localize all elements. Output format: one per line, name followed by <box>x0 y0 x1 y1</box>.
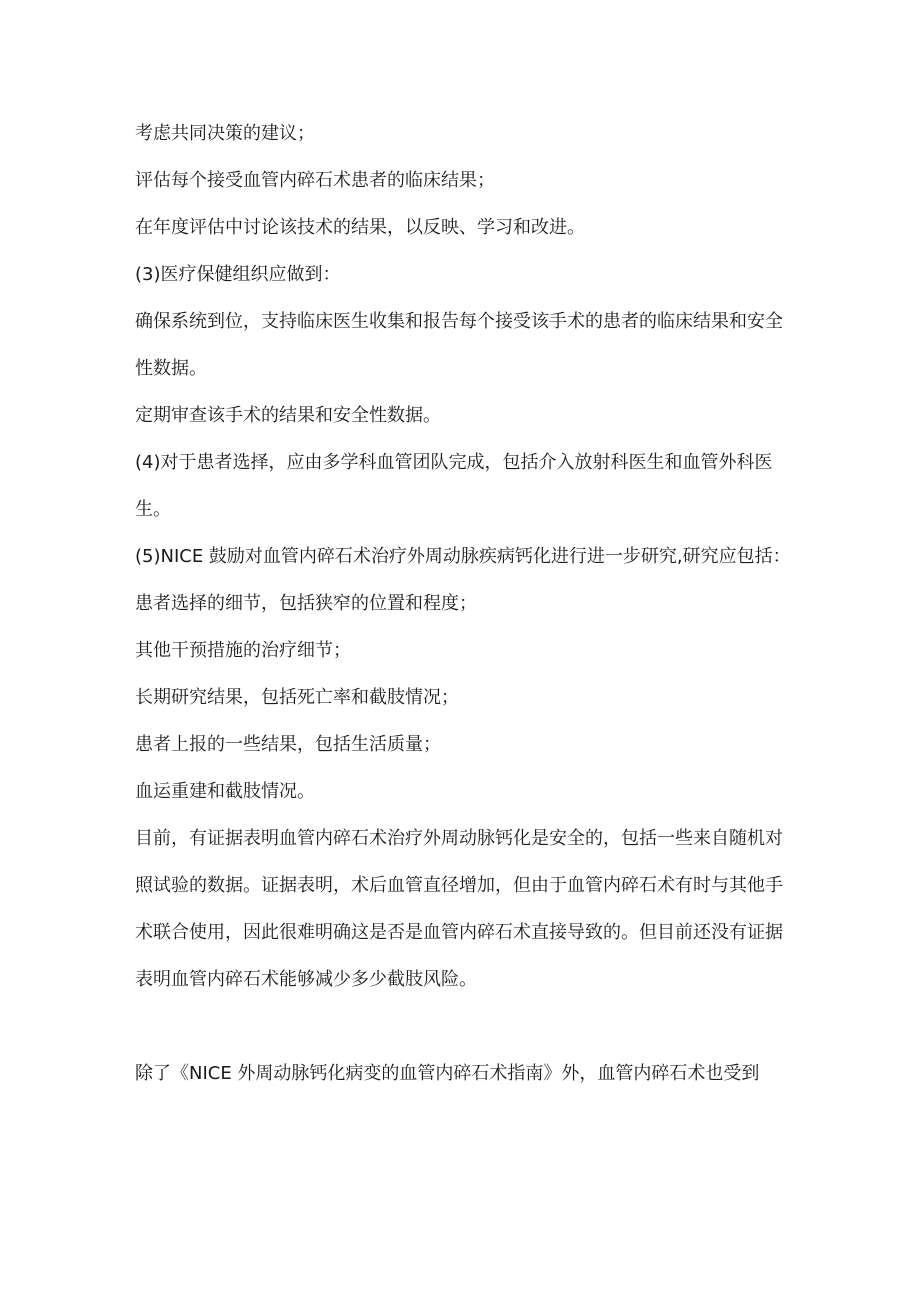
paragraph: 定期审查该手术的结果和安全性数据。 <box>135 405 441 426</box>
paragraph: 确保系统到位，支持临床医生收集和报告每个接受该手术的患者的临床结果和安全性数据。 <box>135 311 783 379</box>
paragraph: (3)医疗保健组织应做到： <box>135 264 341 285</box>
paragraph: (5)NICE 鼓励对血管内碎石术治疗外周动脉疾病钙化进行进一步研究,研究应包括： <box>135 546 791 567</box>
paragraph: 患者选择的细节，包括狭窄的位置和程度； <box>135 593 477 614</box>
paragraph: 考虑共同决策的建议； <box>135 123 315 144</box>
paragraph: 其他干预措施的治疗细节； <box>135 640 351 661</box>
paragraph: 评估每个接受血管内碎石术患者的临床结果； <box>135 170 495 191</box>
paragraph: 目前，有证据表明血管内碎石术治疗外周动脉钙化是安全的，包括一些来自随机对照试验的数据。证据表明，术后血管直径增加，但由于血管内碎石术有时与其他手术联合使用，因此很难明确这是否是血管内碎石术直接导致的。但目前还没有证据表明血管内碎石术能够减少多少截肢风险。 <box>135 828 783 990</box>
paragraph: 长期研究结果，包括死亡率和截肢情况； <box>135 687 459 708</box>
paragraph: (4)对于患者选择，应由多学科血管团队完成，包括介入放射科医生和血管外科医生。 <box>135 452 773 520</box>
paragraph: 患者上报的一些结果，包括生活质量； <box>135 734 441 755</box>
document-body <box>135 110 795 1097</box>
paragraph: 在年度评估中讨论该技术的结果，以反映、学习和改进。 <box>135 217 585 238</box>
paragraph: 除了《NICE 外周动脉钙化病变的血管内碎石术指南》外，血管内碎石术也受到 <box>135 1063 760 1084</box>
paragraph-spacer <box>135 1003 795 1050</box>
paragraph: 血运重建和截肢情况。 <box>135 781 315 802</box>
